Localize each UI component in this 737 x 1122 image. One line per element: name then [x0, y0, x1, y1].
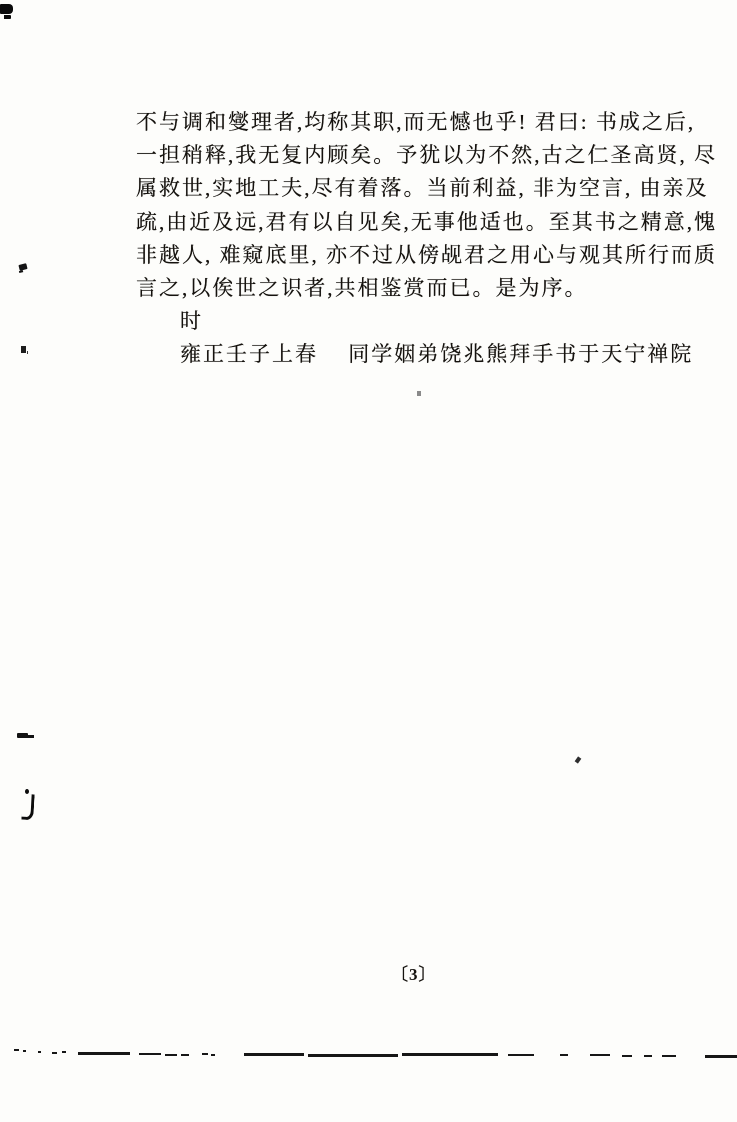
scan-line-segment: [211, 1054, 215, 1056]
scan-line-segment: [202, 1053, 208, 1055]
text-line-3: 属救世,实地工夫,尽有着落。当前利益, 非为空言, 由亲及: [136, 176, 709, 201]
text-line-5: 非越人, 难窥底里, 亦不过从傍觇君之用心与观其所行而质: [136, 242, 717, 267]
scan-tick-mark: [575, 756, 582, 763]
scan-line-segment: [181, 1054, 189, 1056]
text-line-4: 疏,由近及远,君有以自见矣,无事他适也。至其书之精意,愧: [136, 209, 717, 234]
preface-text-block: [136, 106, 717, 372]
scan-line-segment: [662, 1055, 676, 1057]
scan-line-segment: [622, 1055, 632, 1057]
scan-line-segment: [644, 1055, 652, 1057]
scan-line-segment: [14, 1049, 19, 1051]
scan-line-segment: [705, 1055, 737, 1058]
page-number: 〔3〕: [391, 965, 437, 984]
text-line-1: 不与调和燮理者,均称其职,而无憾也乎! 君曰: 书成之后,: [136, 110, 696, 134]
signature-line: 雍正壬子上春 同学姻弟饶兆熊拜手书于天宁禅院: [180, 342, 694, 367]
scan-line-segment: [308, 1054, 398, 1057]
scan-line-segment: [402, 1053, 498, 1056]
scan-line-segment: [165, 1054, 177, 1056]
scan-edge-line: [0, 1048, 737, 1058]
scan-line-segment: [139, 1053, 161, 1055]
scan-line-segment: [52, 1052, 57, 1054]
scan-line-segment: [23, 1050, 26, 1052]
scan-speck-center: [417, 391, 421, 396]
scan-line-segment: [38, 1051, 41, 1053]
scan-smudge-top-left: [0, 4, 13, 14]
text-line-6: 言之,以俟世之识者,共相鉴赏而已。是为序。: [136, 276, 588, 301]
scan-line-segment: [560, 1054, 568, 1056]
scan-hook-mark: [21, 794, 34, 821]
scan-speck-left-1: [18, 263, 27, 271]
scan-line-segment: [590, 1054, 610, 1056]
text-line-7-shi: 时: [180, 309, 203, 334]
scan-line-segment: [78, 1052, 130, 1055]
text-line-2: 一担稍释,我无复内顾矣。予犹以为不然,古之仁圣高贤, 尽: [136, 143, 717, 168]
scan-line-segment: [508, 1054, 534, 1056]
scan-line-segment: [62, 1051, 66, 1053]
scan-speck-left-3: [17, 733, 28, 738]
scan-line-segment: [244, 1053, 304, 1056]
scan-speck-left-2: [21, 346, 26, 353]
scan-hook-dot: [25, 789, 29, 794]
